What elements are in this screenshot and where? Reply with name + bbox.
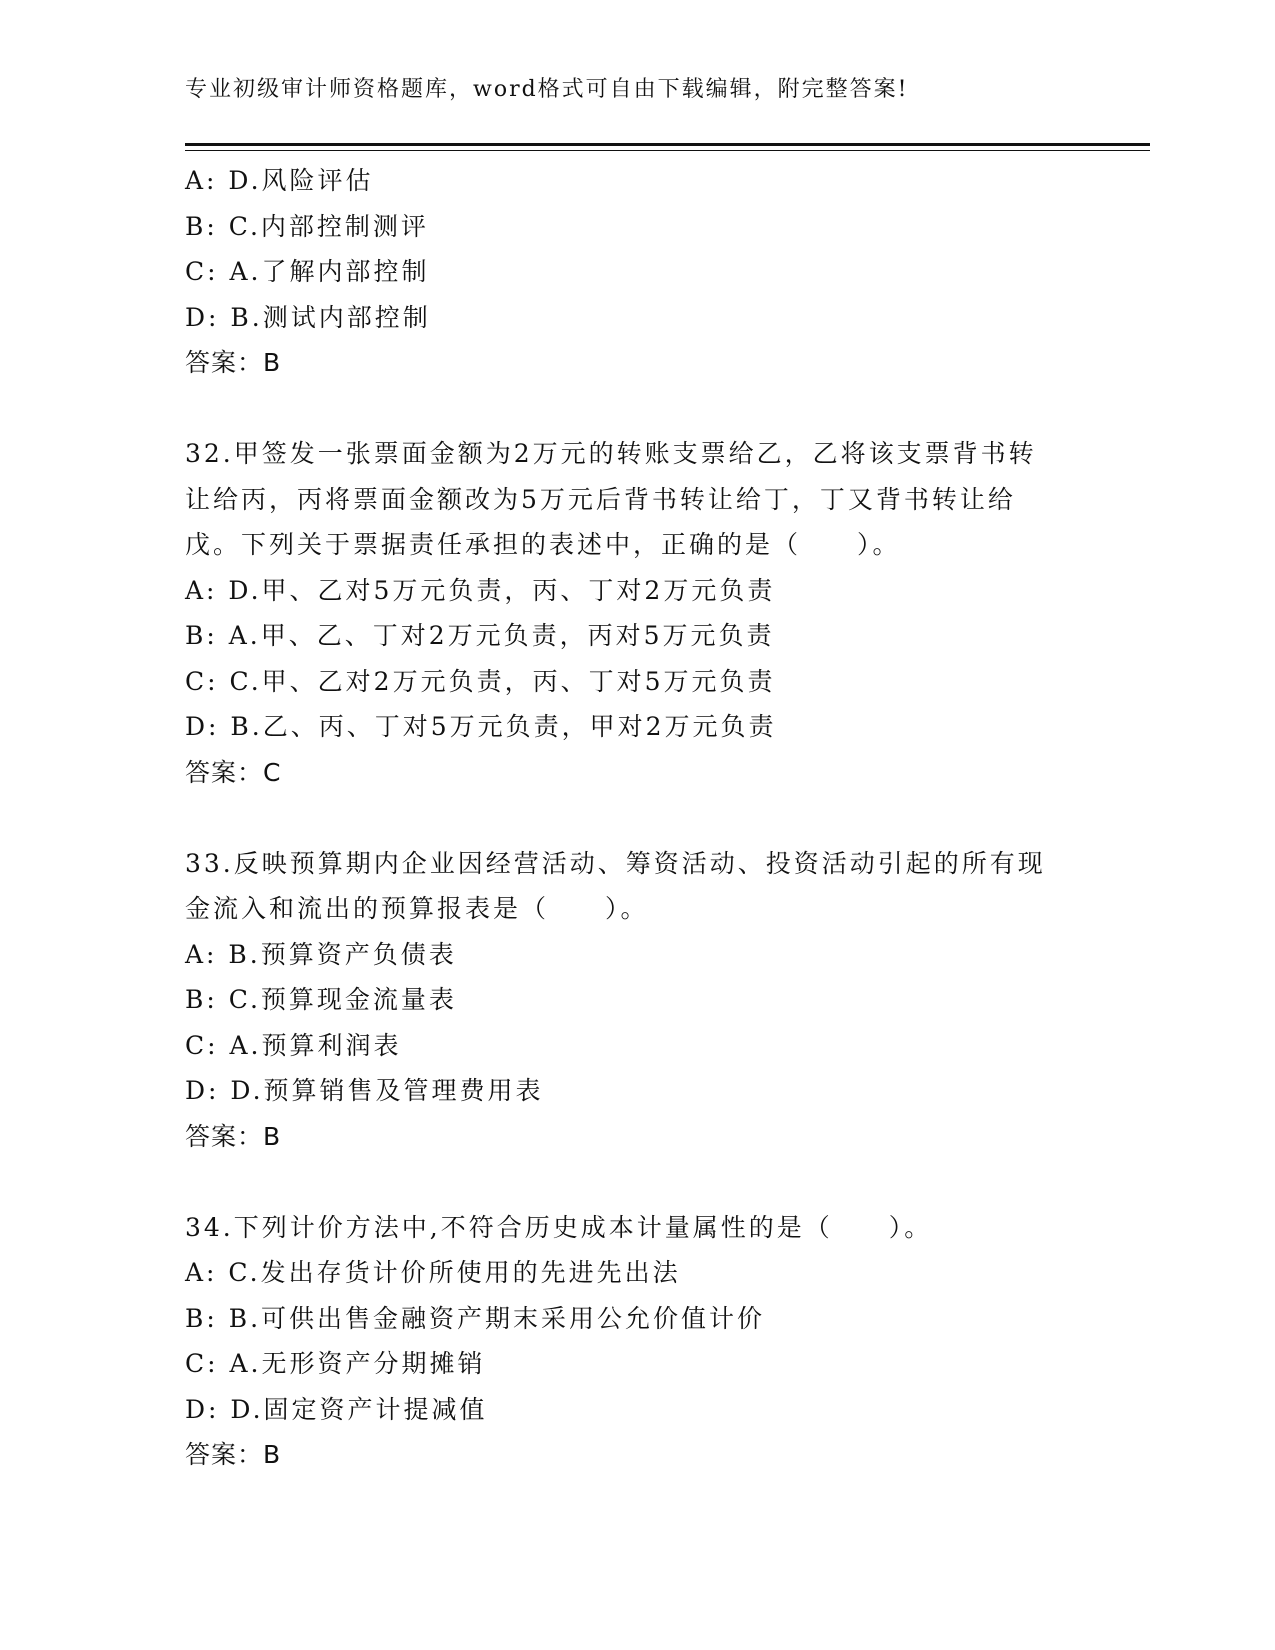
option-b: B: C.内部控制测评 <box>185 211 429 241</box>
question-stem-line: 34.下列计价方法中,不符合历史成本计量属性的是（ ）。 <box>185 1212 933 1242</box>
answer-line: 答案：B <box>185 348 282 377</box>
spacer <box>185 386 1085 432</box>
option-a: A: D.甲、乙对5万元负责，丙、丁对2万元负责 <box>185 575 776 605</box>
option-c: C: C.甲、乙对2万元负责，丙、丁对5万元负责 <box>185 666 776 696</box>
option-a: A: D.风险评估 <box>185 166 374 195</box>
question-stem-line: 33.反映预算期内企业因经营活动、筹资活动、投资活动引起的所有现 <box>185 848 1046 878</box>
spacer <box>185 795 1085 841</box>
spacer <box>185 1159 1085 1205</box>
option-a: A: C.发出存货计价所使用的先进先出法 <box>185 1258 681 1287</box>
option-d: D: B.乙、丙、丁对5万元负责，甲对2万元负责 <box>185 712 777 741</box>
question-block <box>185 841 1085 1160</box>
question-stem-line: 戊。下列关于票据责任承担的表述中，正确的是（ ）。 <box>185 530 901 559</box>
answer-line: 答案：B <box>185 1440 282 1469</box>
question-list <box>185 158 1085 1478</box>
question-stem-line: 32.甲签发一张票面金额为2万元的转账支票给乙，乙将该支票背书转 <box>185 439 1037 468</box>
option-a: A: B.预算资产负债表 <box>185 939 457 969</box>
answer-line: 答案：C <box>185 757 282 787</box>
option-b: B: A.甲、乙、丁对2万元负责，丙对5万元负责 <box>185 621 775 650</box>
option-c: C: A.了解内部控制 <box>185 257 430 286</box>
option-d: D: D.固定资产计提减值 <box>185 1394 488 1424</box>
answer-line: 答案：B <box>185 1121 282 1151</box>
option-c: C: A.无形资产分期摊销 <box>185 1349 486 1378</box>
header-rule-thick <box>185 143 1150 146</box>
option-c: C: A.预算利润表 <box>185 1030 402 1060</box>
header-rule-thin <box>185 150 1150 151</box>
question-stem-line: 让给丙，丙将票面金额改为5万元后背书转让给丁，丁又背书转让给 <box>185 484 1016 514</box>
option-b: B: B.可供出售金融资产期末采用公允价值计价 <box>185 1303 766 1333</box>
question-block <box>185 431 1085 795</box>
option-d: D: D.预算销售及管理费用表 <box>185 1076 544 1105</box>
question-block <box>185 1205 1085 1478</box>
question-stem-line: 金流入和流出的预算报表是（ ）。 <box>185 894 649 923</box>
question-block <box>185 158 1085 386</box>
option-d: D: B.测试内部控制 <box>185 302 431 332</box>
page-header: 专业初级审计师资格题库，word格式可自由下载编辑，附完整答案! <box>185 77 909 102</box>
option-b: B: C.预算现金流量表 <box>185 985 457 1014</box>
